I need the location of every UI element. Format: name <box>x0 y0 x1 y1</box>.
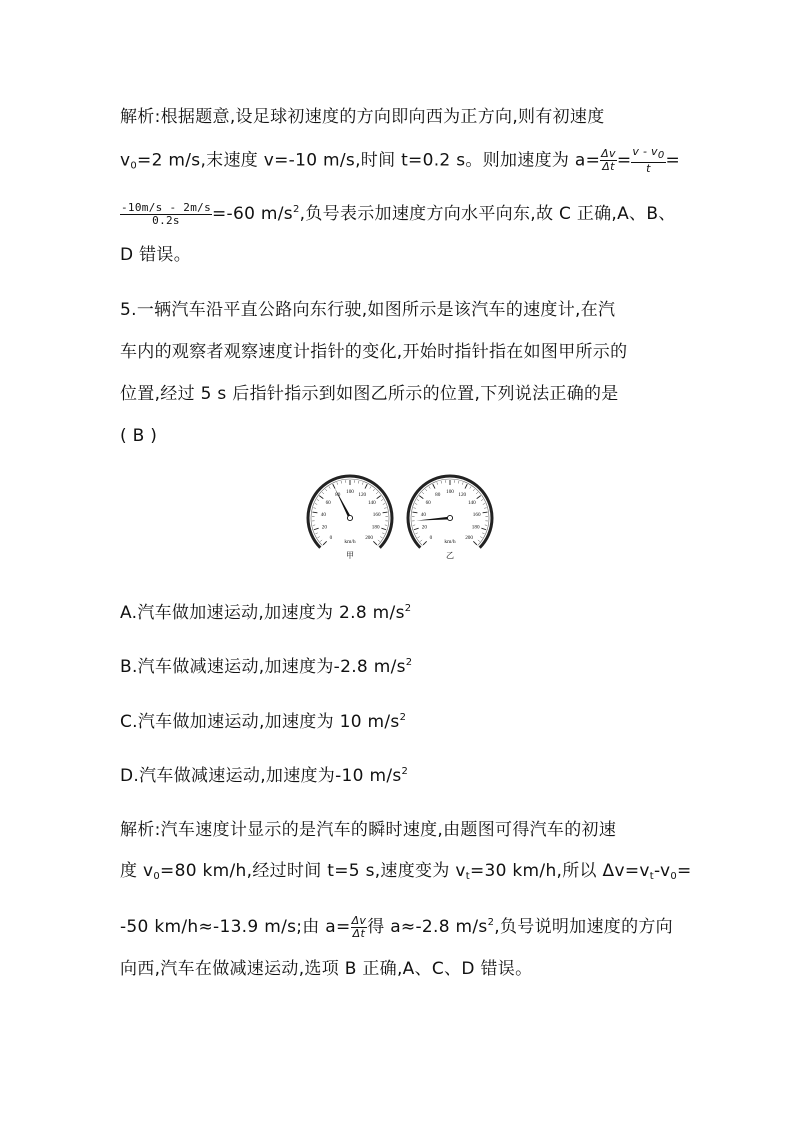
gauge-tick-label: 60 <box>325 500 331 507</box>
gauge-tick-label: 40 <box>320 511 326 518</box>
gauge-tick <box>415 533 417 534</box>
subscript-0: 0 <box>670 871 677 882</box>
gauge-tick-label: 80 <box>335 491 341 498</box>
gauge-tick <box>314 528 319 530</box>
gauge-tick <box>317 499 319 500</box>
gauge-tick-label: 180 <box>471 524 480 531</box>
subscript-0: 0 <box>153 871 161 882</box>
gauge-tick-label: 0 <box>429 535 433 542</box>
speedometer-jia <box>308 476 392 560</box>
gauge-tick <box>322 492 324 494</box>
gauge-tick <box>378 540 380 542</box>
gauge-tick <box>380 537 382 538</box>
gauge-tick <box>441 481 442 483</box>
gauge-tick <box>419 496 423 499</box>
gauge-tick <box>341 481 342 483</box>
gauge-tick-label: 200 <box>365 535 373 542</box>
gauge-tick-label: 140 <box>467 500 476 507</box>
gauge-tick <box>329 486 330 488</box>
option-d-text: D.汽车做减速运动,加速度为-10 m/s <box>120 766 402 786</box>
gauge-tick <box>433 484 435 488</box>
gauge-tick <box>373 489 375 491</box>
gauge-tick <box>376 492 378 494</box>
gauge-tick-label: 20 <box>321 524 327 531</box>
v0-symbol: v <box>120 150 131 171</box>
gauge-tick <box>381 499 383 500</box>
option-a[interactable] <box>120 597 411 625</box>
fraction-denominator: 0.2s <box>152 213 180 227</box>
gauge-tick <box>481 528 486 530</box>
gauge-tick <box>462 482 463 484</box>
gauge-tick <box>437 482 438 484</box>
gauge-tick <box>477 496 481 499</box>
speedometers-svg <box>300 470 500 570</box>
fraction-numeric <box>120 202 212 227</box>
solution1-line2-text: =2 m/s,末速度 v=-10 m/s,时间 t=0.2 s。则加速度为 a= <box>137 150 601 171</box>
fraction-numerator-text: v - v <box>632 145 658 158</box>
option-c-text: C.汽车做加速运动,加速度为 10 m/s <box>120 712 400 732</box>
solution2-line3 <box>120 911 673 940</box>
gauge-tick <box>312 512 317 513</box>
option-a-superscript: 2 <box>404 603 412 614</box>
gauge-tick <box>483 512 488 513</box>
fraction-denominator: Δt <box>602 160 615 173</box>
gauge-tick <box>478 540 480 542</box>
gauge-tick <box>480 537 482 538</box>
gauge-hub <box>347 515 352 520</box>
question5-line1: 5.一辆汽车沿平直公路向东行驶,如图所示是该汽车的速度计,在汽 <box>120 300 616 320</box>
gauge-tick-label: 60 <box>425 500 431 507</box>
gauge-tick <box>418 537 420 538</box>
gauge-tick-label: 140 <box>367 500 376 507</box>
gauge-tick <box>320 540 322 542</box>
gauge-tick <box>383 512 388 513</box>
gauge-tick-label: 120 <box>358 491 367 498</box>
superscript-2: 2 <box>487 917 495 928</box>
fraction-denominator: Δt <box>352 926 366 940</box>
gauge-tick <box>365 484 367 488</box>
fraction-numerator: Δv <box>351 913 367 927</box>
gauge-unit-label: km/h <box>444 539 456 545</box>
option-a-text: A.汽车做加速运动,加速度为 2.8 m/s <box>120 603 405 623</box>
gauge-tick <box>473 489 475 491</box>
subscript-t: t <box>649 871 654 882</box>
gauge-tick <box>313 508 315 509</box>
gauge-tick <box>337 482 338 484</box>
speedometer-figure <box>300 470 500 574</box>
option-d[interactable] <box>120 760 408 788</box>
subscript-t: t <box>465 871 470 882</box>
solution1-result: =-60 m/s <box>212 204 293 224</box>
gauge-tick-label: 120 <box>458 491 467 498</box>
solution2-line2-e: = <box>676 861 692 881</box>
gauge-tick <box>482 533 484 534</box>
gauge-tick <box>483 503 485 504</box>
equals-sign: = <box>665 150 681 171</box>
gauge-tick-label: 100 <box>446 489 454 495</box>
speedometer-yi <box>408 476 492 560</box>
option-b-superscript: 2 <box>405 657 413 668</box>
fraction-denominator: t <box>646 162 651 175</box>
gauge-tick <box>362 482 363 484</box>
equals-sign: = <box>616 150 632 171</box>
gauge-tick <box>358 481 359 483</box>
v0-subscript: 0 <box>130 160 138 172</box>
gauge-tick <box>377 496 381 499</box>
gauge-tick-label: 180 <box>371 524 380 531</box>
gauge-tick-label: 40 <box>420 511 426 518</box>
gauge-tick <box>465 484 467 488</box>
gauge-tick <box>458 481 459 483</box>
gauge-tick <box>381 528 386 530</box>
solution2-line3-b: 得 a≈-2.8 m/s <box>367 917 488 937</box>
gauge-tick <box>315 533 317 534</box>
fraction-numerator <box>631 146 665 163</box>
gauge-tick <box>382 533 384 534</box>
gauge-tick <box>481 499 483 500</box>
gauge-tick <box>423 541 427 545</box>
gauge-tick <box>422 492 424 494</box>
gauge-tick <box>473 541 477 545</box>
gauge-tick-label: 80 <box>435 491 441 498</box>
gauge-tick <box>318 537 320 538</box>
fraction-numerator: Δv <box>601 147 616 160</box>
gauge-tick-label: 160 <box>472 511 481 518</box>
solution2-line2-d: -v <box>653 861 671 881</box>
gauge-tick <box>383 503 385 504</box>
question5-line2: 车内的观察者观察速度计指针的变化,开始时指针指在如图甲所示的 <box>120 342 628 362</box>
fraction-dv-dt <box>351 915 368 940</box>
solution2-line4: 向西,汽车在做减速运动,选项 B 正确,A、C、D 错误。 <box>120 959 533 979</box>
gauge-tick <box>417 499 419 500</box>
solution2-line2-a: 度 v <box>120 861 154 881</box>
gauge-tick <box>414 528 419 530</box>
gauge-tick <box>370 486 371 488</box>
solution2-line1: 解析:汽车速度计显示的是汽车的瞬时速度,由题图可得汽车的初速 <box>120 820 617 840</box>
gauge-hub <box>447 515 452 520</box>
solution1-line3 <box>120 198 676 227</box>
option-c-superscript: 2 <box>399 712 407 723</box>
solution2-line2-c: =30 km/h,所以 Δv=v <box>469 861 650 881</box>
gauge-tick-label: 100 <box>346 489 354 495</box>
gauge-tick <box>415 503 417 504</box>
gauge-tick <box>476 492 478 494</box>
fraction-dv-dt <box>600 148 617 173</box>
gauge-tick-label: 160 <box>372 511 381 518</box>
gauge-tick <box>373 541 377 545</box>
gauge-tick <box>425 489 427 491</box>
solution1-line2 <box>120 146 680 179</box>
fraction-numerator-subscript: 0 <box>657 150 665 161</box>
fraction-v-v0-t <box>631 146 665 175</box>
solution1-line3-text: ,负号表示加速度方向水平向东,故 C 正确,A、B、 <box>299 204 676 224</box>
gauge-unit-label: km/h <box>344 539 356 545</box>
solution2-line2-b: =80 km/h,经过时间 t=5 s,速度变为 v <box>160 861 466 881</box>
gauge-tick <box>484 508 486 509</box>
question5-line3: 位置,经过 5 s 后指针指示到如图乙所示的位置,下列说法正确的是 <box>120 384 619 404</box>
gauge-caption: 乙 <box>446 551 454 560</box>
gauge-caption: 甲 <box>346 551 354 560</box>
gauge-tick <box>319 496 323 499</box>
gauge-tick <box>429 486 430 488</box>
gauge-tick-label: 20 <box>421 524 427 531</box>
solution2-line3-a: -50 km/h≈-13.9 m/s;由 a= <box>120 917 351 937</box>
option-c[interactable] <box>120 706 406 734</box>
option-b-text: B.汽车做减速运动,加速度为-2.8 m/s <box>120 657 406 677</box>
fraction-numerator: -10m/s - 2m/s <box>121 200 211 214</box>
gauge-tick-label: 0 <box>329 535 333 542</box>
gauge-tick-label: 200 <box>465 535 473 542</box>
question5-answer: ( B ) <box>120 426 158 446</box>
gauge-tick <box>315 503 317 504</box>
solution1-line4: D 错误。 <box>120 245 191 265</box>
gauge-tick <box>420 540 422 542</box>
gauge-tick <box>325 489 327 491</box>
option-b[interactable] <box>120 651 412 679</box>
option-d-superscript: 2 <box>401 766 409 777</box>
gauge-tick <box>470 486 471 488</box>
gauge-tick <box>412 512 417 513</box>
gauge-tick <box>413 508 415 509</box>
solution2-line3-c: ,负号说明加速度的方向 <box>494 917 673 937</box>
gauge-tick <box>384 508 386 509</box>
solution1-line1: 解析:根据题意,设足球初速度的方向即向西为正方向,则有初速度 <box>120 107 605 127</box>
solution2-line2 <box>120 859 692 889</box>
gauge-tick <box>323 541 327 545</box>
superscript-2: 2 <box>292 204 300 215</box>
